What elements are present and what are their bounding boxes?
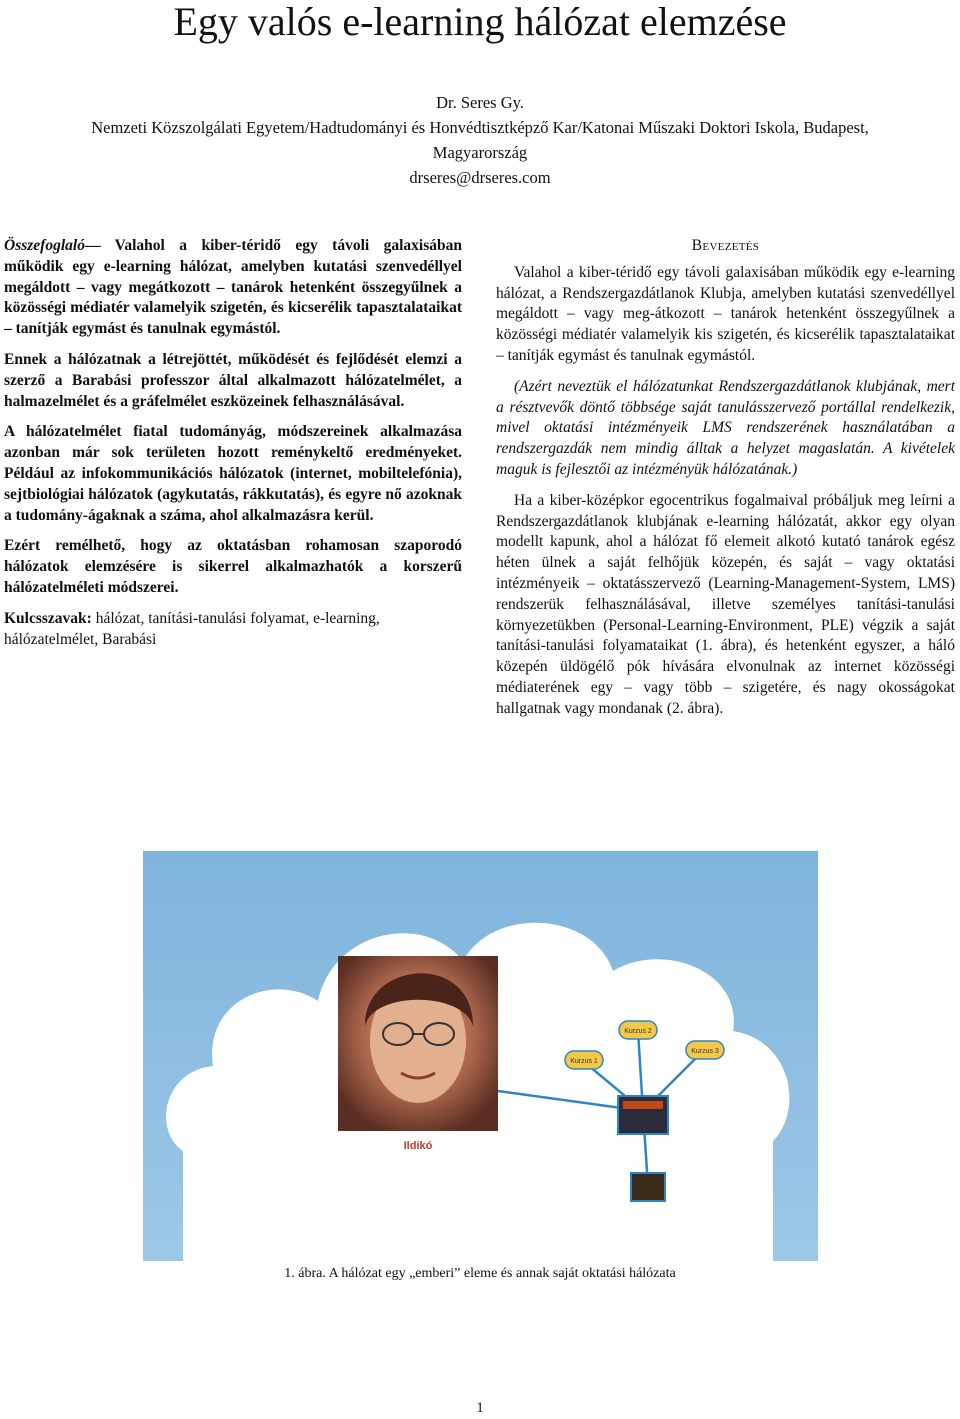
intro-paragraph-1: Valahol a kiber-téridő egy távoli galaxisában működik egy e-learning hálózat, a Rendszergazdátlanok Klubja, amelyben kutatási szenvedéllyel megáldott – vagy meg-átkozott – tanárok hetenként összegyűlnek a közösségi médiatér valamelyik kis szigetén, és kicserélik tapasztalataikat – tanítják egymást és tanulnak egymástól. bbox=[496, 263, 955, 364]
author-name: Dr. Seres Gy. bbox=[436, 93, 524, 112]
keywords-paragraph bbox=[4, 609, 462, 651]
keywords-text: hálózat, tanítási-tanulási folyamat, e-learning, hálózatelmélet, Barabási bbox=[4, 609, 380, 648]
course-node-2-label: Kurzus 2 bbox=[624, 1028, 652, 1035]
hub-banner bbox=[623, 1101, 663, 1109]
affiliation-line-2: Magyarország bbox=[432, 143, 528, 162]
author-block bbox=[0, 90, 960, 190]
figure-svg bbox=[143, 851, 818, 1261]
person-photo bbox=[338, 956, 498, 1131]
abstract-paragraph-3: A hálózatelmélet fiatal tudományág, módszereinek alkalmazása azonban már sok területen hozott reménykeltő eredményeket. Például az infokommunikációs hálózatok (internet, mobiltelefónia), sejtbiológiai hálózatok (agykutatás, rákkutatás), és egyre nő azoknak a tudomány-ágaknak a száma, ahol alkalmazásra kerül. bbox=[4, 423, 462, 524]
course-node-2 bbox=[619, 1021, 657, 1039]
course-node-1-label: Kurzus 1 bbox=[570, 1058, 598, 1065]
figure-caption: 1. ábra. A hálózat egy „emberi” eleme és annak saját oktatási hálózata bbox=[284, 1266, 676, 1281]
affiliation-line-1: Nemzeti Közszolgálati Egyetem/Hadtudományi és Honvédtisztképző Kar/Katonai Műszaki Doktori Iskola, Budapest, bbox=[91, 118, 869, 137]
abstract-paragraph-4: Ezért remélhető, hogy az oktatásban rohamosan szaporodó hálózatok elemzésére is sikerrel alkalmazhatók a korszerű hálózatelméleti módszerei. bbox=[4, 537, 462, 596]
abstract-label: Összefoglaló bbox=[4, 237, 85, 254]
abstract-paragraph-2: Ennek a hálózatnak a létrejöttét, működését és fejlődését elemzi a szerző a Barabási professzor által alkalmazott hálózatelmélet, a halmazelmélet és a gráfelmélet eszközeinek felhasználásával. bbox=[4, 350, 462, 410]
page-title: Egy valós e-learning hálózat elemzése bbox=[173, 0, 787, 44]
person-label: Ildikó bbox=[403, 1140, 433, 1152]
keywords-label: Kulcsszavak: bbox=[4, 609, 92, 627]
figure-network-cloud bbox=[143, 851, 818, 1261]
abstract-dash: — bbox=[84, 237, 101, 254]
intro-paragraph-3: Ha a kiber-középkor egocentrikus fogalmaival próbáljuk meg leírni a Rendszergazdátlanok klubjának e-learning hálózatát, akkor egy olyan modellt kapunk, ahol a hálózat fő elemeit alkotó kutató tanárok egész héten ülnek a saját felhőjük közepén, és saját – vagy oktatási intézményeik – oktatásszervező (Learning-Management-System, LMS) rendszerük felhasználásával, illetve személyes tanítási-tanulási környezetükben (Personal-Learning-Environment, PLE) végzik a saját tanítási-tanulási folyamataikat (1. ábra), és hetenként egyszer, a háló közepén üldögélő pók hívására elvonulnak az internet közösségi médiaterének egy – vagy több – szigetére, és nagy okosságokat hallgatnak vagy mondanak (2. ábra). bbox=[496, 491, 955, 717]
left-column bbox=[4, 236, 462, 660]
author-email: drseres@drseres.com bbox=[409, 168, 551, 187]
bottom-node bbox=[631, 1173, 665, 1201]
abstract-paragraph-1 bbox=[4, 236, 462, 340]
course-node-1 bbox=[565, 1051, 603, 1069]
course-node-3 bbox=[686, 1041, 724, 1059]
intro-paragraph-2: (Azért neveztük el hálózatunkat Rendszergazdátlanok klubjának, mert a résztvevők döntő többsége saját tanulásszervező portállal rendelkezik, mivel oktatási intézményeik LMS rendszerének használatában a rendszergazdák nem mindig álltak a helyzet magaslatán. A kivételek maguk is fejlesztői az intézményük hálózatának.) bbox=[496, 377, 955, 478]
right-column bbox=[496, 236, 955, 730]
course-node-3-label: Kurzus 3 bbox=[691, 1048, 719, 1055]
abstract-text-1: Valahol a kiber-téridő egy távoli galaxisában működik egy e-learning hálózat, amelyben kutatási szenvedéllyel megáldott – vagy megátkozott – tanárok hetenként összegyűlnek a közösségi médiatér valamelyik szigetén, és kicserélik tapasztalataikat – tanítják egymást és tanulnak egymástól. bbox=[4, 237, 462, 338]
page-number: 1 bbox=[476, 1400, 484, 1416]
intro-heading: Bevezetés bbox=[691, 237, 760, 254]
